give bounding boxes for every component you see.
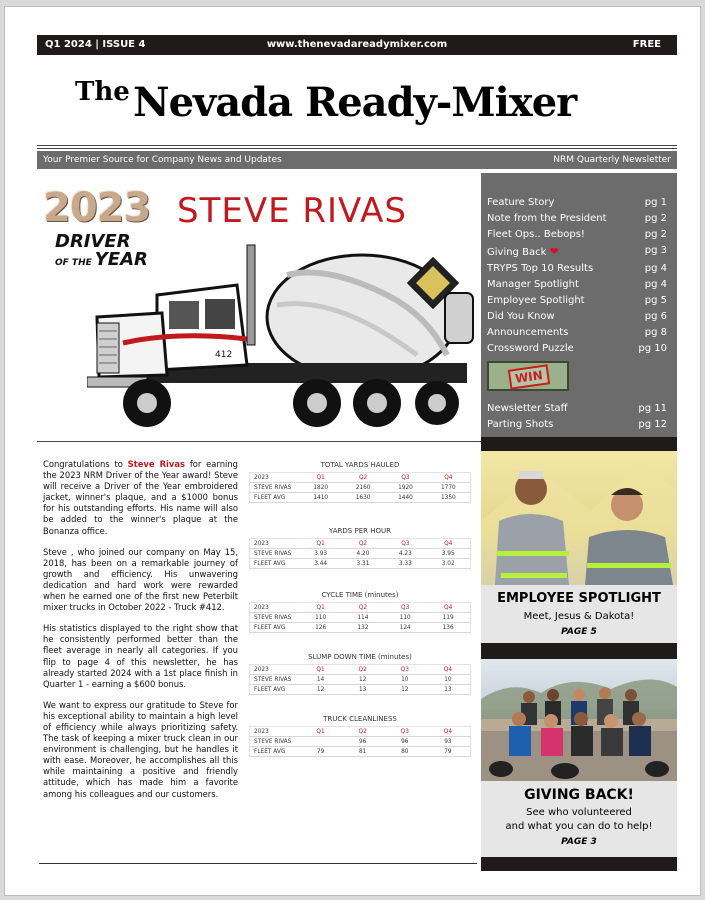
toc-item[interactable]: Giving Back ❤ pg 3 bbox=[487, 245, 667, 258]
article-paragraph: Congratulations to Steve Rivas for earning the 2023 NRM Driver of the Year award! Steve will receive a Driver of the Year embroidered jacket, winner's plaque, and a $1000 bonus for his outstanding efforts. His name will also be added to the winner's plaque at the Bonanza office. bbox=[43, 459, 238, 536]
driver-of-year-hero bbox=[37, 173, 480, 441]
masthead-rule bbox=[37, 145, 677, 146]
award-line-driver: DRIVER bbox=[55, 231, 131, 252]
giving-back-title: GIVING BACK! bbox=[524, 787, 634, 803]
table-row: STEVE RIVAS 110 114 110 119 bbox=[250, 613, 471, 623]
table-row: FLEET AVG 126 132 124 136 bbox=[250, 623, 471, 633]
toc-item[interactable]: Fleet Ops.. Bebops! pg 2 bbox=[487, 229, 667, 240]
mixer-truck-icon bbox=[87, 235, 482, 441]
stats-table-cycle-time: CYCLE TIME (minutes) 2023 Q1 Q2 Q3 Q4 STEVE RIVAS 110 114 110 119 FLEET AVG 126 132 124 136 bbox=[249, 591, 471, 633]
table-row: FLEET AVG 12 13 12 13 bbox=[250, 685, 471, 695]
toc-bottom-band bbox=[481, 437, 677, 451]
article-paragraph: Steve , who joined our company on May 15, 2018, has been on a remarkable journey of growth and efficiency. His unwavering dedication and hard work were rewarded when he earned one of the first new Peterbilt mixer trucks in October 2022 - Truck #412. bbox=[43, 546, 238, 613]
toc-item[interactable]: Crossword Puzzle pg 10 bbox=[487, 343, 667, 354]
giving-back-page-ref: PAGE 3 bbox=[561, 837, 597, 847]
masthead bbox=[37, 65, 677, 145]
stats-table-title: CYCLE TIME (minutes) bbox=[321, 591, 399, 599]
article-paragraph: His statistics displayed to the right show that he consistently performed better than the fleet average in nearly all categories. If you flip to page 4 of this newsletter, he has already started 2024 with a 1st place finish in Quarter 1 - earning a $600 bonus. bbox=[43, 623, 238, 689]
win-stamp: WIN bbox=[508, 364, 550, 389]
money-win-icon bbox=[487, 361, 569, 391]
winner-name-highlight: Steve Rivas bbox=[127, 459, 186, 469]
article-paragraph: We want to express our gratitude to Steve for his exceptional ability to maintain a high level of efficiency while always prioritizing safety. The task of keeping a mixer truck clean in our environment is challenging, but he handles it with ease. Moreover, he accomplishes all this while maintaining a positive and friendly attitude, which has made him a favorite among his colleagues and our customers. bbox=[43, 699, 238, 799]
toc-item[interactable]: Did You Know pg 6 bbox=[487, 311, 667, 322]
volunteers-photo-icon bbox=[481, 659, 677, 781]
employees-photo-icon bbox=[481, 451, 677, 585]
toc-item[interactable]: Manager Spotlight pg 4 bbox=[487, 279, 667, 290]
stats-table-truck-cleanliness: TRUCK CLEANLINESS 2023 Q1 Q2 Q3 Q4 STEVE RIVAS 96 96 93 FLEET AVG 79 81 80 79 bbox=[249, 715, 471, 757]
masthead-the: The bbox=[75, 77, 130, 107]
bottom-rule bbox=[39, 863, 477, 864]
award-line-of-the: OF THE bbox=[55, 258, 92, 268]
giving-back-subtitle-2: and what you can do to help! bbox=[505, 821, 653, 832]
award-year: 2023 bbox=[43, 185, 151, 231]
stats-table-yards-per-hour: YARDS PER HOUR 2023 Q1 Q2 Q3 Q4 STEVE RIVAS 3.93 4.20 4.23 3.95 FLEET AVG 3.44 3.31 3.33 3.02 bbox=[249, 527, 471, 569]
spotlight-title: EMPLOYEE SPOTLIGHT bbox=[497, 591, 661, 606]
stats-table-title: TOTAL YARDS HAULED bbox=[320, 461, 400, 469]
toc-item[interactable]: TRYPS Top 10 Results pg 4 bbox=[487, 263, 667, 274]
sub-bar bbox=[37, 151, 677, 169]
table-row: STEVE RIVAS 14 12 10 10 bbox=[250, 675, 471, 685]
giving-back-panel[interactable] bbox=[481, 659, 677, 857]
stats-table-yards-hauled: TOTAL YARDS HAULED 2023 Q1 Q2 Q3 Q4 STEVE RIVAS 1820 2160 1920 1770 FLEET AVG 1410 1630 1440 1350 bbox=[249, 461, 471, 503]
toc-item[interactable]: Note from the President pg 2 bbox=[487, 213, 667, 224]
giving-back-subtitle-1: See who volunteered bbox=[526, 807, 632, 818]
toc-item[interactable]: Newsletter Staff pg 11 bbox=[487, 403, 667, 414]
spotlight-subtitle: Meet, Jesus & Dakota! bbox=[523, 611, 635, 622]
edition-label: NRM Quarterly Newsletter bbox=[553, 155, 671, 165]
table-of-contents bbox=[481, 173, 677, 437]
employee-spotlight-panel[interactable] bbox=[481, 451, 677, 643]
masthead-rule-2 bbox=[37, 148, 677, 149]
issue-label: Q1 2024 | ISSUE 4 bbox=[45, 39, 146, 50]
toc-item[interactable]: Feature Story pg 1 bbox=[487, 197, 667, 208]
panel-bottom-band bbox=[481, 857, 677, 871]
toc-item[interactable]: Employee Spotlight pg 5 bbox=[487, 295, 667, 306]
masthead-title: Nevada Ready-Mixer bbox=[133, 79, 577, 126]
newsletter-page bbox=[4, 6, 701, 896]
tagline: Your Premier Source for Company News and Updates bbox=[43, 155, 282, 165]
table-row: FLEET AVG 1410 1630 1440 1350 bbox=[250, 493, 471, 503]
table-row: FLEET AVG 3.44 3.31 3.33 3.02 bbox=[250, 559, 471, 569]
award-line-year: YEAR bbox=[94, 249, 148, 270]
table-row: STEVE RIVAS 1820 2160 1920 1770 bbox=[250, 483, 471, 493]
stats-table-title: YARDS PER HOUR bbox=[329, 527, 391, 535]
heart-icon: ❤ bbox=[549, 245, 559, 258]
feature-article bbox=[43, 459, 238, 810]
winner-name: STEVE RIVAS bbox=[177, 191, 407, 231]
website-url[interactable]: www.thenevadareadymixer.com bbox=[266, 39, 448, 50]
table-row: STEVE RIVAS 96 96 93 bbox=[250, 737, 471, 747]
price-label: FREE bbox=[632, 39, 661, 50]
spotlight-page-ref: PAGE 5 bbox=[561, 627, 597, 637]
panel-divider-band bbox=[481, 643, 677, 659]
giving-back-photo bbox=[481, 659, 677, 781]
toc-item[interactable]: Announcements pg 8 bbox=[487, 327, 667, 338]
table-row: FLEET AVG 79 81 80 79 bbox=[250, 747, 471, 757]
hero-rule bbox=[37, 441, 481, 442]
stats-table-title: TRUCK CLEANLINESS bbox=[323, 715, 397, 723]
top-bar bbox=[37, 35, 677, 55]
truck-number: 412 bbox=[215, 350, 233, 360]
table-row: STEVE RIVAS 3.93 4.20 4.23 3.95 bbox=[250, 549, 471, 559]
stats-table-slump-down-time: SLUMP DOWN TIME (minutes) 2023 Q1 Q2 Q3 Q4 STEVE RIVAS 14 12 10 10 FLEET AVG 12 13 12 13 bbox=[249, 653, 471, 695]
toc-item[interactable]: Parting Shots pg 12 bbox=[487, 419, 667, 430]
stats-table-title: SLUMP DOWN TIME (minutes) bbox=[308, 653, 412, 661]
spotlight-photo bbox=[481, 451, 677, 585]
